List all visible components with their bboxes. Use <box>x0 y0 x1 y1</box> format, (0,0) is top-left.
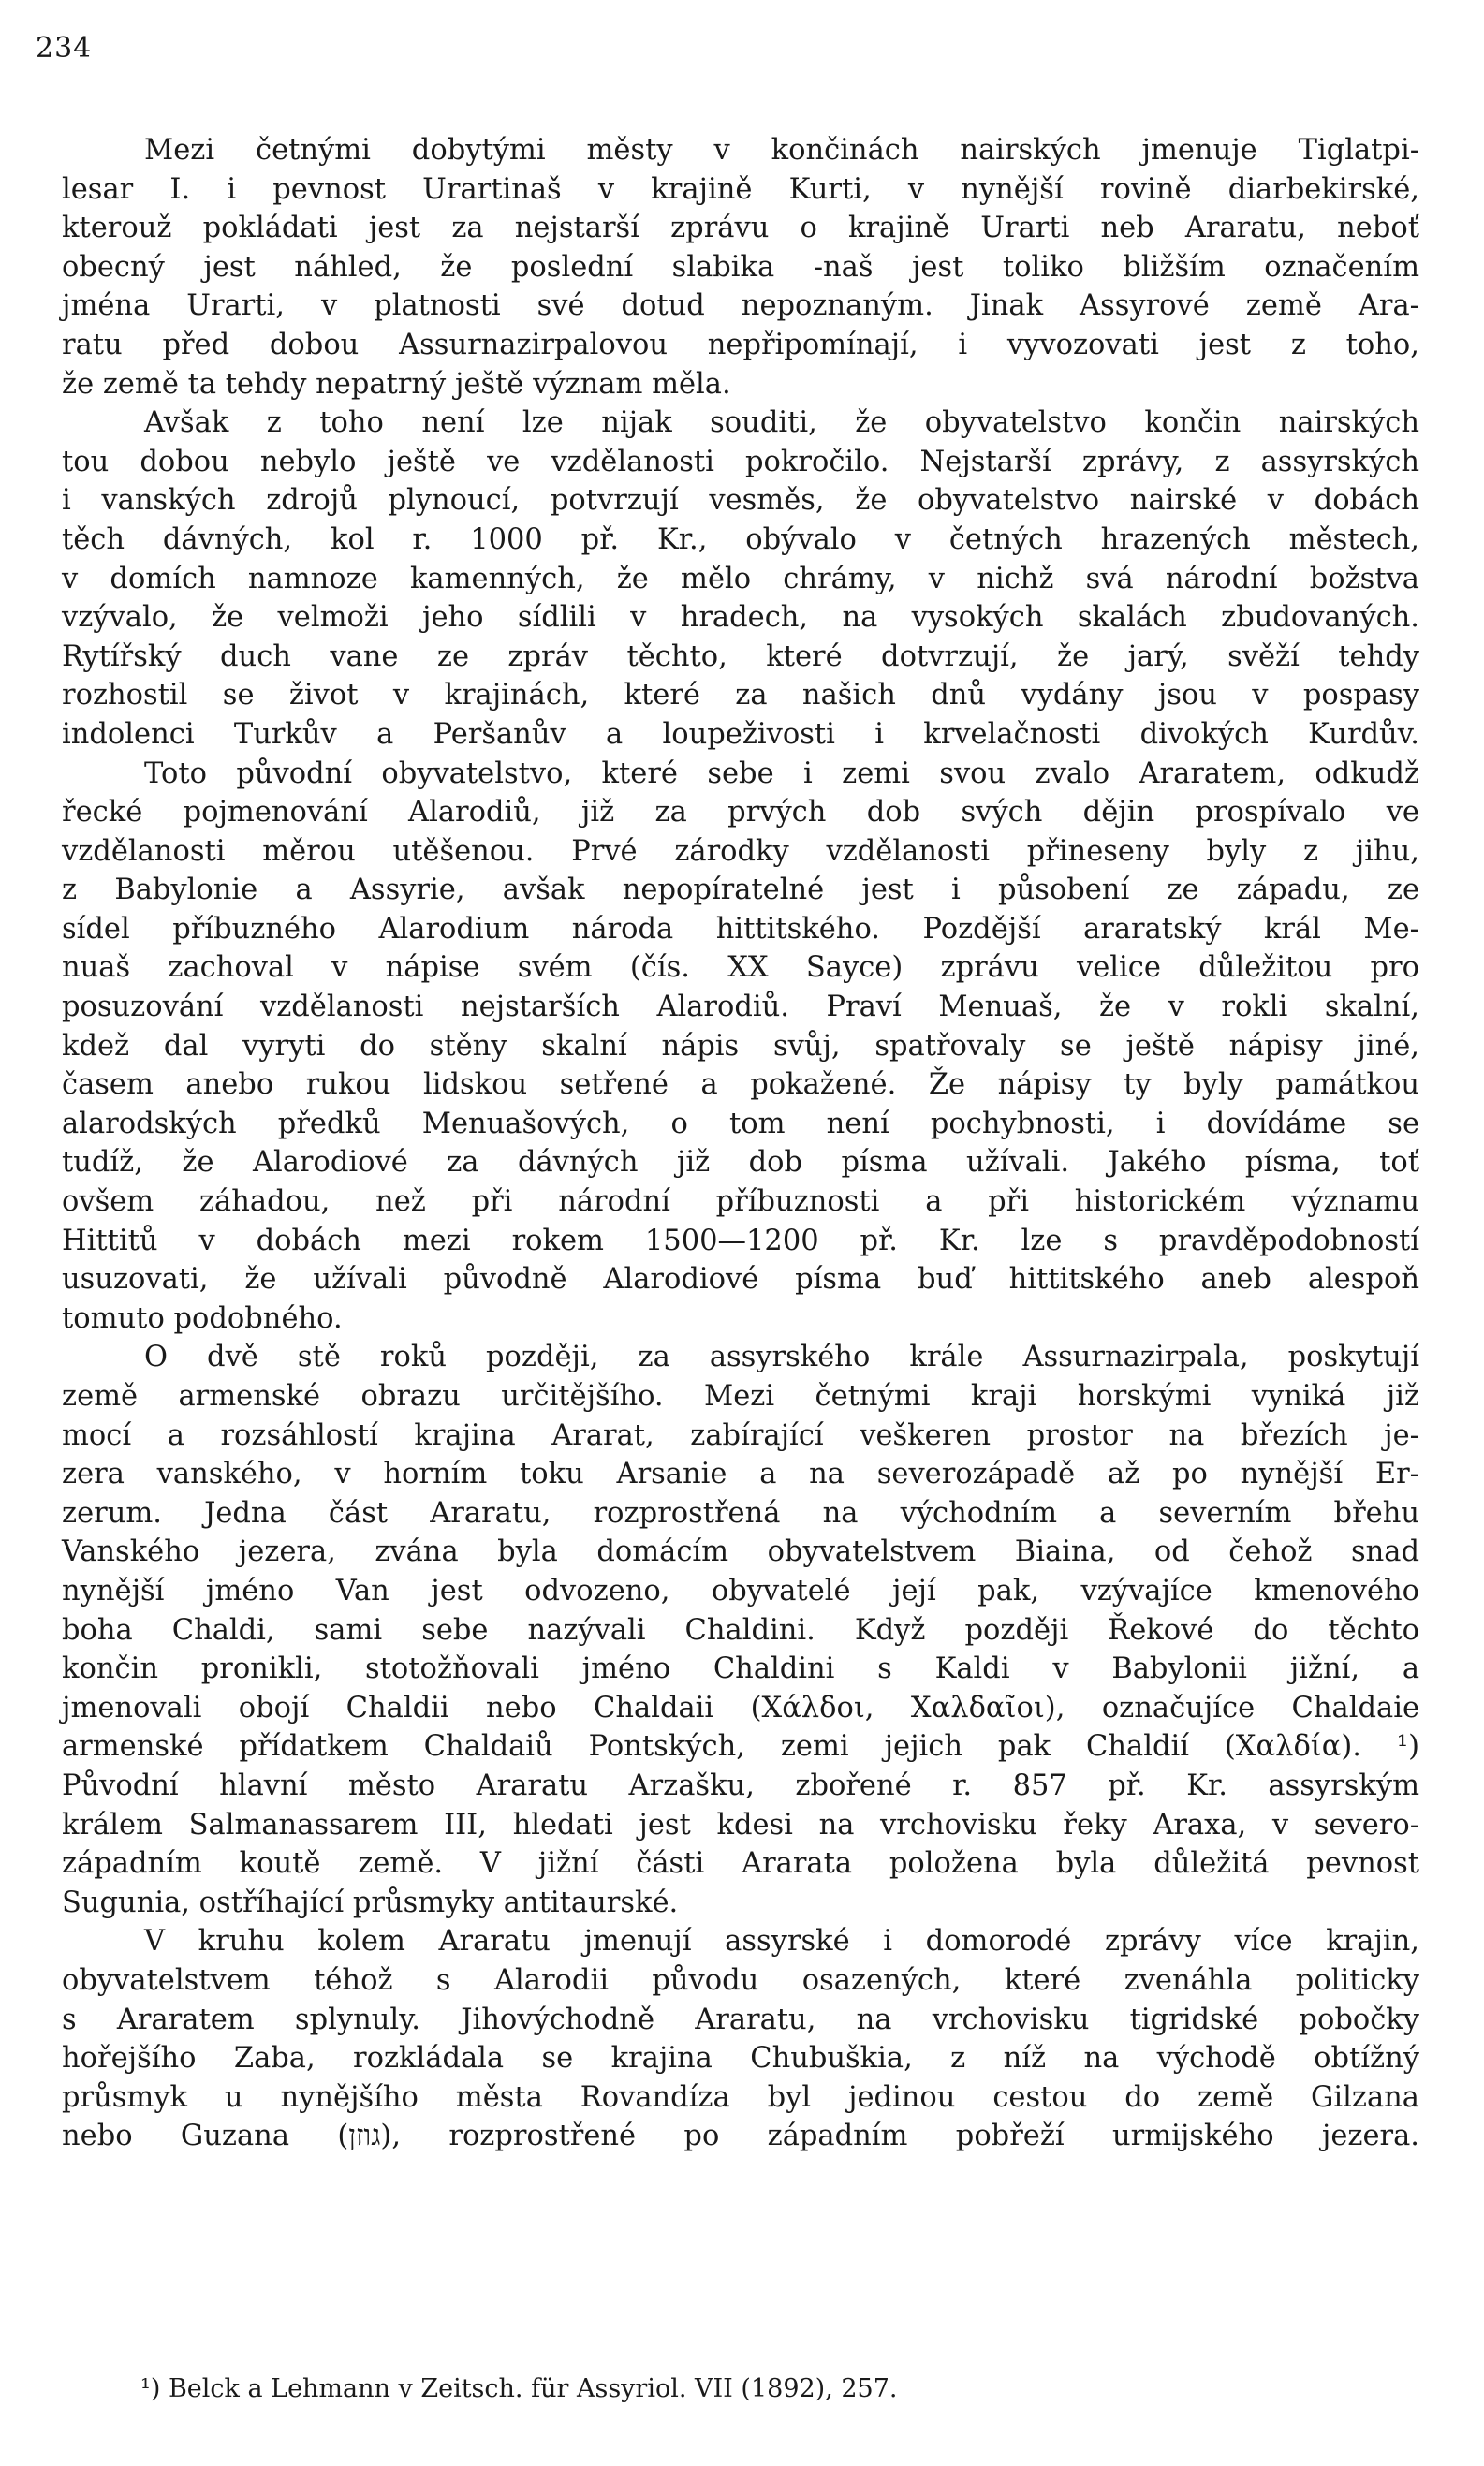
text-line: řecké pojmenování Alarodiů, již za prvých dob svých dějin prospívalo ve <box>62 796 1419 829</box>
text-line: těch dávných, kol r. 1000 př. Kr., obývalo v četných hrazených městech, <box>62 522 1419 556</box>
text-line: obyvatelstvem téhož s Alarodii původu osazených, které zvenáhla politicky <box>62 1963 1419 1997</box>
text-line: země armenské obrazu určitějšího. Mezi četnými kraji horskými vyniká již <box>62 1380 1419 1413</box>
text-line: nebo Guzana (גוזן), rozprostřené po západním pobřeží urmijského jezera. <box>62 2120 1419 2153</box>
text-line: zera vanského, v horním toku Arsanie a na severozápadě až po nynější Er- <box>62 1458 1419 1491</box>
text-line: Avšak z toho není lze nijak souditi, že obyvatelstvo končin nairských <box>144 406 1419 440</box>
text-line: kdež dal vyryti do stěny skalní nápis svůj, spatřovaly se ještě nápisy jiné, <box>62 1029 1419 1063</box>
text-line: sídel příbuzného Alarodium národa hittitského. Pozdější araratský král Me- <box>62 912 1419 946</box>
text-line: i vanských zdrojů plynoucí, potvrzují vesměs, že obyvatelstvo nairské v dobách <box>62 484 1419 518</box>
text-line: západním koutě země. V jižní části Ararata položena byla důležitá pevnost <box>62 1847 1419 1881</box>
text-line: časem anebo rukou lidskou setřené a pokažené. Že nápisy ty byly památkou <box>62 1068 1419 1102</box>
body-text <box>62 131 1419 2156</box>
text-line: hořejšího Zaba, rozkládala se krajina Chubuškia, z níž na východě obtížný <box>62 2042 1419 2076</box>
text-line: tomuto podobného. <box>62 1301 343 1335</box>
text-line: Rytířský duch vane ze zpráv těchto, které dotvrzují, že jarý, svěží tehdy <box>62 639 1419 673</box>
text-line: armenské přídatkem Chaldaiů Pontských, zemi jejich pak Chaldií (Χαλδία). ¹) <box>62 1730 1419 1764</box>
text-line: V kruhu kolem Araratu jmenují assyrské i domorodé zprávy více krajin, <box>144 1925 1419 1959</box>
text-line: že země ta tehdy nepatrný ještě význam měla. <box>62 367 731 401</box>
text-line: vzdělanosti měrou utěšenou. Prvé zárodky vzdělanosti přineseny byly z jihu, <box>62 834 1419 868</box>
text-line: jména Urarti, v platnosti své dotud nepoznaným. Jinak Assyrové země Ara- <box>62 289 1419 323</box>
text-line: Vanského jezera, zvána byla domácím obyvatelstvem Biaina, od čehož snad <box>62 1535 1419 1569</box>
footnote: ¹) Belck a Lehmann v Zeitsch. für Assyriol. VII (1892), 257. <box>140 2374 898 2403</box>
text-line: posuzování vzdělanosti nejstarších Alarodiů. Praví Menuaš, že v rokli skalní, <box>62 991 1419 1024</box>
text-line: Hittitů v dobách mezi rokem 1500—1200 př. Kr. lze s pravděpodobností <box>62 1224 1419 1257</box>
text-line: indolenci Turkův a Peršanův a loupeživosti i krvelačnosti divokých Kurdův. <box>62 717 1419 751</box>
text-line: Toto původní obyvatelstvo, které sebe i zemi svou zvalo Araratem, odkudž <box>144 756 1419 790</box>
text-line: usuzovati, že užívali původně Alarodiové písma buď hittitského aneb alespoň <box>62 1263 1419 1297</box>
text-line: obecný jest náhled, že poslední slabika -naš jest toliko bližším označením <box>62 250 1419 284</box>
text-line: nynější jméno Van jest odvozeno, obyvatelé její pak, vzývajíce kmenového <box>62 1574 1419 1607</box>
text-line: z Babylonie a Assyrie, avšak nepopíratelné jest i působení ze západu, ze <box>62 873 1419 907</box>
text-line: Mezi četnými dobytými městy v končinách nairských jmenuje Tiglatpi- <box>144 134 1419 167</box>
text-line: ratu před dobou Assurnazirpalovou nepřipomínají, i vyvozovati jest z toho, <box>62 328 1419 361</box>
text-line: jmenovali obojí Chaldii nebo Chaldaii (Χάλδοι, Χαλδαῖοι), označujíce Chaldaie <box>62 1691 1419 1725</box>
text-line: lesar I. i pevnost Urartinaš v krajině Kurti, v nynější rovině diarbekirské, <box>62 172 1419 206</box>
text-line: rozhostil se život v krajinách, které za našich dnů vydány jsou v pospasy <box>62 679 1419 712</box>
text-line: vzývalo, že velmoži jeho sídlili v hradech, na vysokých skalách zbudovaných. <box>62 601 1419 635</box>
text-line: nuaš zachoval v nápise svém (čís. XX Sayce) zprávu velice důležitou pro <box>62 951 1419 985</box>
text-line: králem Salmanassarem III, hledati jest kdesi na vrchovisku řeky Araxa, v severo- <box>62 1808 1419 1842</box>
text-line: O dvě stě roků později, za assyrského krále Assurnazirpala, poskytují <box>144 1341 1419 1374</box>
text-line: alarodských předků Menuašových, o tom není pochybnosti, i dovídáme se <box>62 1107 1419 1140</box>
text-line: průsmyk u nynějšího města Rovandíza byl jedinou cestou do země Gilzana <box>62 2080 1419 2114</box>
text-line: končin pronikli, stotožňovali jméno Chaldini s Kaldi v Babylonii jižní, a <box>62 1652 1419 1686</box>
text-line: mocí a rozsáhlostí krajina Ararat, zabírající veškeren prostor na březích je- <box>62 1418 1419 1452</box>
text-line: Původní hlavní město Araratu Arzašku, zbořené r. 857 př. Kr. assyrským <box>62 1769 1419 1802</box>
text-line: ovšem záhadou, než při národní příbuznosti a při historickém významu <box>62 1185 1419 1219</box>
text-line: kterouž pokládati jest za nejstarší zprávu o krajině Urarti neb Araratu, neboť <box>62 212 1419 245</box>
text-line: zerum. Jedna část Araratu, rozprostřená na východním a severním břehu <box>62 1496 1419 1530</box>
text-line: s Araratem splynuly. Jihovýchodně Araratu, na vrchovisku tigridské pobočky <box>62 2003 1419 2036</box>
text-line: tudíž, že Alarodiové za dávných již dob písma užívali. Jakého písma, toť <box>62 1146 1419 1180</box>
text-line: boha Chaldi, sami sebe nazývali Chaldini. Když později Řekové do těchto <box>62 1613 1419 1647</box>
page-number: 234 <box>36 32 93 65</box>
text-line: tou dobou nebylo ještě ve vzdělanosti pokročilo. Nejstarší zprávy, z assyrských <box>62 445 1419 478</box>
text-line: v domích namnoze kamenných, že mělo chrámy, v nichž svá národní božstva <box>62 562 1419 595</box>
text-line: Sugunia, ostříhající průsmyky antitaurské. <box>62 1886 679 1919</box>
